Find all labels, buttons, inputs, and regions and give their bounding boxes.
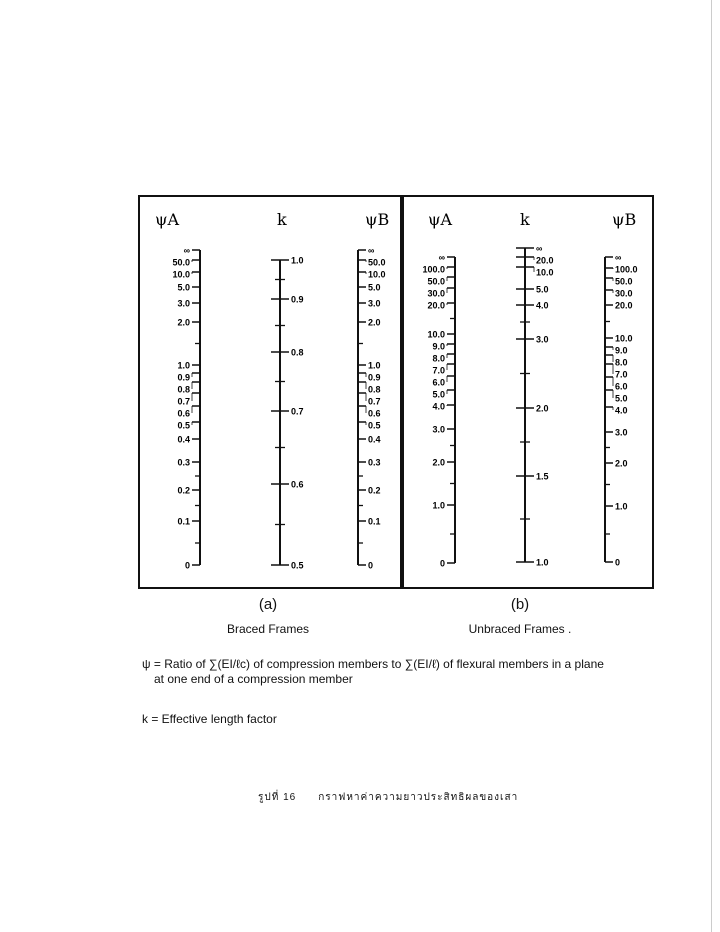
unbraced-tick-label: ∞ <box>615 252 622 263</box>
braced-tick-label: 0.6 <box>177 408 190 419</box>
unbraced-tick-label: 10.0 <box>615 333 633 344</box>
braced-tick-label: 0.1 <box>368 516 381 527</box>
unbraced-tick-label: 2.0 <box>615 458 628 469</box>
unbraced-tick-label: 50.0 <box>615 276 633 287</box>
braced-tick-label: 2.0 <box>177 317 190 328</box>
braced-tick-label: 0.3 <box>177 457 190 468</box>
unbraced-panel-label: (b) <box>510 596 530 613</box>
braced-tick-label: 3.0 <box>177 298 190 309</box>
braced-tick-label: 0.7 <box>368 396 381 407</box>
braced-tick-label: 0.9 <box>291 294 304 305</box>
braced-tick-label: 10.0 <box>172 269 190 280</box>
unbraced-tick-label: 5.0 <box>615 393 628 404</box>
braced-panel-label: (a) <box>258 596 278 613</box>
braced-tick-label: 10.0 <box>368 269 386 280</box>
unbraced-axis-title: ψB <box>612 210 637 229</box>
unbraced-tick-label: 20.0 <box>536 255 554 266</box>
unbraced-tick-label: 0 <box>439 558 445 569</box>
braced-tick-label: 0.8 <box>291 347 304 358</box>
unbraced-tick-label: 10.0 <box>427 329 445 340</box>
braced-tick-label: 50.0 <box>368 257 386 268</box>
unbraced-tick-label: 5.0 <box>536 284 549 295</box>
braced-tick-label: 0.6 <box>368 408 381 419</box>
braced-tick-label: 3.0 <box>368 298 381 309</box>
braced-tick-label: 2.0 <box>368 317 381 328</box>
unbraced-tick-label: 8.0 <box>432 353 445 364</box>
braced-tick-label: 0.8 <box>177 384 190 395</box>
figure-caption <box>258 790 518 805</box>
figure-number: รูปที่ 16 <box>258 792 297 803</box>
unbraced-tick-label: 4.0 <box>615 405 628 416</box>
unbraced-tick-label: 3.0 <box>432 424 445 435</box>
unbraced-tick-label: 1.5 <box>536 471 549 482</box>
unbraced-tick-label: 100.0 <box>422 264 445 275</box>
braced-axis-title: ψB <box>365 210 390 229</box>
unbraced-tick-label: 2.0 <box>536 403 549 414</box>
braced-tick-label: 0.9 <box>177 372 190 383</box>
unbraced-tick-label: 4.0 <box>536 300 549 311</box>
unbraced-tick-label: 10.0 <box>536 267 554 278</box>
psi-definition-line2: at one end of a compression member <box>154 672 353 686</box>
unbraced-tick-label: 4.0 <box>432 401 445 412</box>
braced-tick-label: 5.0 <box>177 282 190 293</box>
unbraced-tick-label: 7.0 <box>615 369 628 380</box>
braced-tick-label: 0.2 <box>177 485 190 496</box>
braced-axis-title: ψA <box>155 210 180 229</box>
unbraced-tick-label: 20.0 <box>427 300 445 311</box>
braced-axis-title: k <box>277 210 287 229</box>
braced-tick-label: 0.9 <box>368 372 381 383</box>
figure-title: กราฟหาค่าความยาวประสิทธิผลของเสา <box>318 792 519 803</box>
unbraced-tick-label: 20.0 <box>615 300 633 311</box>
unbraced-tick-label: 1.0 <box>615 501 628 512</box>
unbraced-tick-label: 3.0 <box>615 427 628 438</box>
unbraced-tick-label: 50.0 <box>427 276 445 287</box>
braced-tick-label: 50.0 <box>172 257 190 268</box>
braced-tick-label: 0 <box>184 560 190 571</box>
braced-tick-label: 0.5 <box>368 420 381 431</box>
braced-tick-label: 5.0 <box>368 282 381 293</box>
braced-tick-label: 0.4 <box>368 434 381 445</box>
unbraced-panel-caption: Unbraced Frames . <box>468 622 572 636</box>
braced-tick-label: 0.7 <box>291 406 304 417</box>
unbraced-tick-label: 6.0 <box>615 381 628 392</box>
unbraced-tick-label: ∞ <box>438 252 445 263</box>
braced-tick-label: 0.1 <box>177 516 190 527</box>
psi-definition <box>142 657 702 687</box>
unbraced-axis-title: k <box>520 210 530 229</box>
braced-tick-label: 0 <box>368 560 374 571</box>
unbraced-tick-label: 9.0 <box>432 341 445 352</box>
unbraced-tick-label: 8.0 <box>615 357 628 368</box>
unbraced-tick-label: 0 <box>615 557 621 568</box>
braced-tick-label: 0.5 <box>291 560 304 571</box>
braced-tick-label: 1.0 <box>177 360 190 371</box>
k-definition: k = Effective length factor <box>142 712 277 726</box>
unbraced-axis-title: ψA <box>428 210 453 229</box>
unbraced-tick-label: 100.0 <box>615 264 638 275</box>
unbraced-tick-label: 30.0 <box>615 288 633 299</box>
braced-tick-label: ∞ <box>183 245 190 256</box>
unbraced-tick-label: 7.0 <box>432 365 445 376</box>
unbraced-tick-label: 1.0 <box>432 500 445 511</box>
braced-tick-label: 0.8 <box>368 384 381 395</box>
unbraced-tick-label: ∞ <box>536 243 543 254</box>
unbraced-tick-label: 1.0 <box>536 557 549 568</box>
unbraced-tick-label: 5.0 <box>432 389 445 400</box>
unbraced-tick-label: 3.0 <box>536 334 549 345</box>
braced-tick-label: 1.0 <box>291 255 304 266</box>
braced-panel-caption: Braced Frames <box>226 622 310 636</box>
braced-tick-label: 0.7 <box>177 396 190 407</box>
braced-tick-label: 1.0 <box>368 360 381 371</box>
unbraced-tick-label: 9.0 <box>615 345 628 356</box>
unbraced-tick-label: 6.0 <box>432 377 445 388</box>
braced-tick-label: 0.4 <box>177 434 190 445</box>
psi-definition-line1: ψ = Ratio of ∑(EI/ℓc) of compression members to ∑(EI/ℓ) of flexural members in a plane <box>142 657 604 671</box>
braced-tick-label: 0.6 <box>291 479 304 490</box>
unbraced-tick-label: 30.0 <box>427 288 445 299</box>
braced-tick-label: ∞ <box>368 245 375 256</box>
braced-tick-label: 0.3 <box>368 457 381 468</box>
braced-tick-label: 0.2 <box>368 485 381 496</box>
unbraced-tick-label: 2.0 <box>432 457 445 468</box>
braced-tick-label: 0.5 <box>177 420 190 431</box>
